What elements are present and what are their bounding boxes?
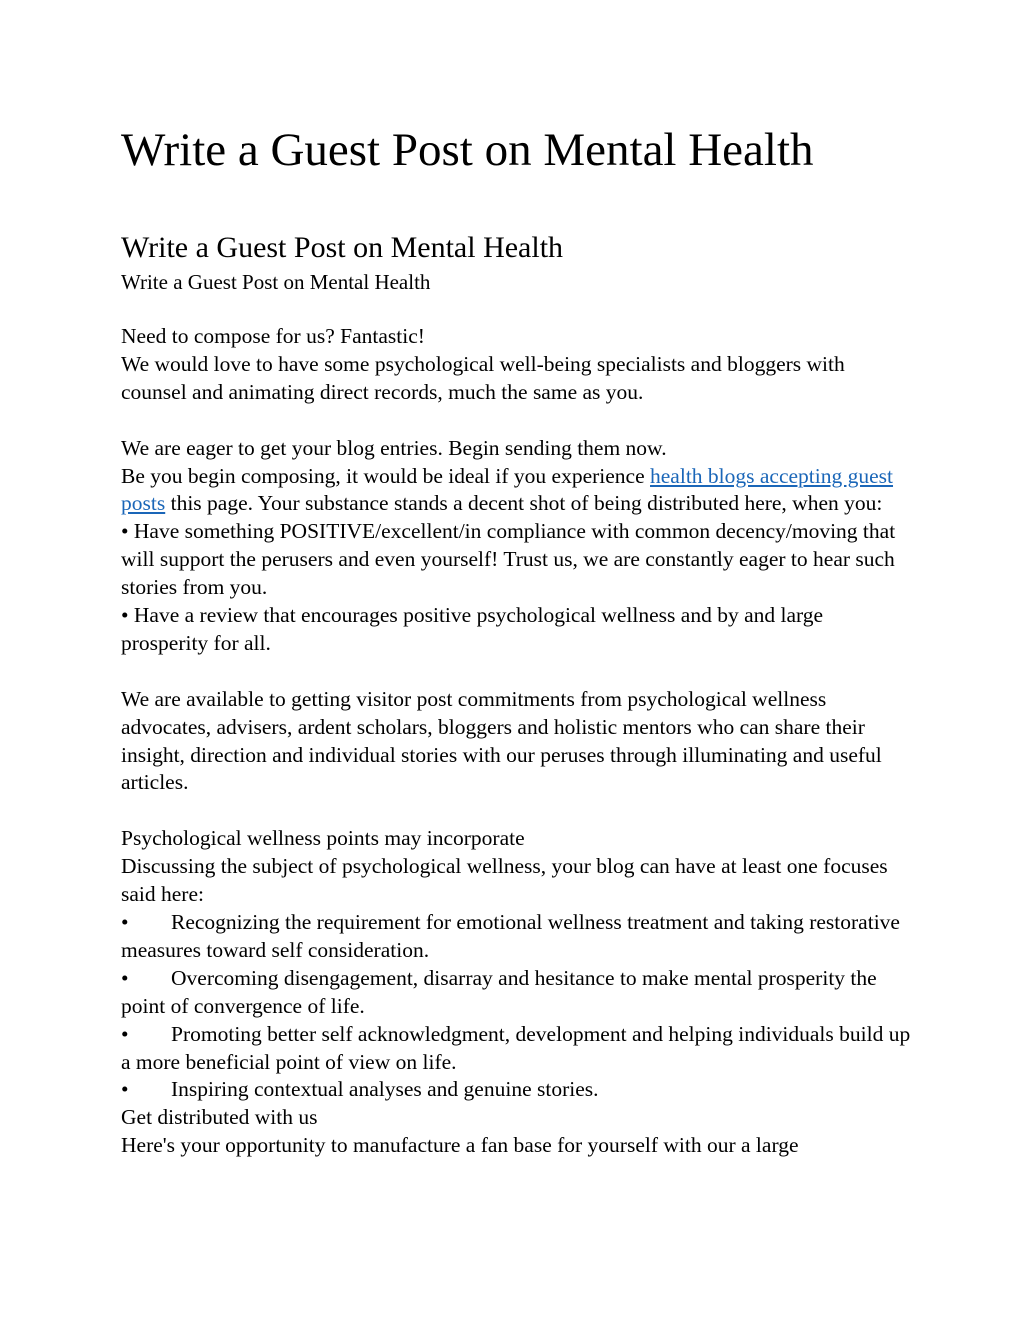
topic-item-text: Inspiring contextual analyses and genuine stories. bbox=[171, 1077, 599, 1102]
bullet-marker: • bbox=[121, 909, 129, 934]
topics-heading: Psychological wellness points may incorporate bbox=[121, 826, 525, 851]
intro-paragraph: We would love to have some psychological well-being specialists and bloggers with counsel and animating direct records, much the same as you. bbox=[121, 351, 845, 404]
topic-item bbox=[121, 1021, 911, 1077]
intro-line: Need to compose for us? Fantastic! bbox=[121, 324, 425, 348]
contributors-paragraph: We are available to getting visitor post commitments from psychological wellness advocates, advisers, ardent scholars, bloggers and holistic mentors who can share their insight, direction and individual stories with our peruses through illuminating and useful articles. bbox=[121, 686, 882, 795]
document-subtitle: Write a Guest Post on Mental Health bbox=[121, 231, 564, 264]
bullet-marker: • bbox=[121, 1021, 129, 1046]
eager-line: We are eager to get your blog entries. Begin sending them now. bbox=[121, 435, 667, 460]
bullet-marker: • bbox=[121, 965, 129, 990]
document-title: Write a Guest Post on Mental Health bbox=[121, 124, 814, 176]
document-subtitle-small: Write a Guest Post on Mental Health bbox=[121, 270, 431, 294]
topic-item bbox=[121, 1076, 911, 1104]
topic-item bbox=[121, 965, 911, 1021]
bullet-marker: • bbox=[121, 1077, 129, 1102]
topic-item-text: Promoting better self acknowledgment, development and helping individuals build up a more beneficial point of view on life. bbox=[121, 1021, 911, 1074]
link-paragraph-lead: Be you begin composing, it would be ideal if you experience bbox=[121, 463, 651, 488]
paragraph-gap bbox=[121, 797, 911, 825]
topic-item-text: Overcoming disengagement, disarray and hesitance to make mental prosperity the point of convergence of life. bbox=[121, 965, 877, 1018]
topic-item-text: Recognizing the requirement for emotional wellness treatment and taking restorative measures toward self consideration. bbox=[121, 909, 900, 962]
health-blogs-link[interactable]: health blogs accepting guest posts bbox=[121, 463, 894, 516]
document-body bbox=[121, 323, 911, 1160]
link-paragraph-tail: this page. Your substance stands a decent shot of being distributed here, when you: bbox=[165, 491, 883, 516]
paragraph-gap bbox=[121, 407, 911, 435]
topic-item bbox=[121, 909, 911, 965]
publish-text: Here's your opportunity to manufacture a fan base for yourself with our a large bbox=[121, 1133, 799, 1158]
criteria-bullet-1: • Have something POSITIVE/excellent/in compliance with common decency/moving that will support the perusers and even yourself! Trust us, we are constantly eager to hear such stories from you. bbox=[121, 519, 896, 600]
criteria-bullet-2: • Have a review that encourages positive psychological wellness and by and large prosperity for all. bbox=[121, 603, 824, 655]
publish-heading: Get distributed with us bbox=[121, 1105, 318, 1130]
paragraph-gap bbox=[121, 658, 911, 686]
topics-intro: Discussing the subject of psychological wellness, your blog can have at least one focuses said here: bbox=[121, 854, 888, 907]
link-paragraph bbox=[121, 463, 911, 519]
